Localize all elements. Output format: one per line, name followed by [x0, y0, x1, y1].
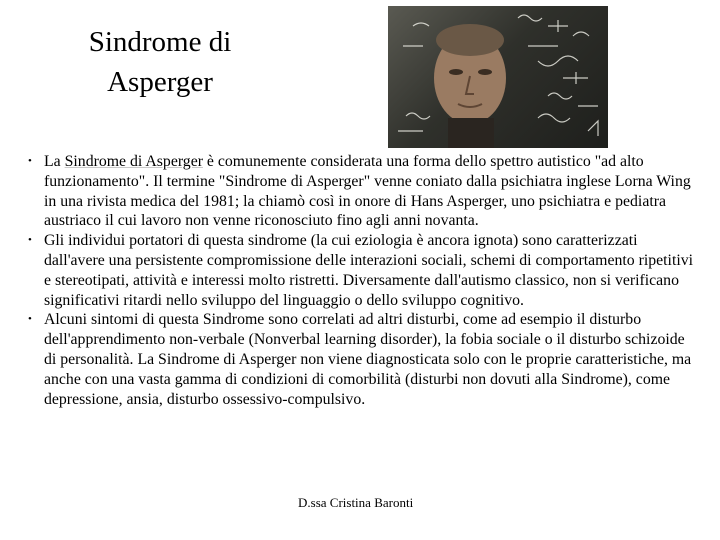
portrait-photo: [388, 6, 608, 148]
bullet-list: [28, 152, 698, 409]
list-item: [28, 231, 698, 310]
bullet-dot: •: [28, 313, 32, 326]
bullet-dot: •: [28, 155, 32, 167]
footer-author: D.ssa Cristina Baronti: [298, 495, 414, 510]
bullet-text: Gli individui portatori di questa sindrome (la cui eziologia è ancora ignota) sono caratterizzati dall'avere una persistente compromissione delle interazioni sociali, schemi di comportamento ripetitivi e stereotipati, attività e interessi molto ristretti. Diversamente dall'autismo classico, non si verificano significativi ritardi nello sviluppo del linguaggio o dello sviluppo cognitivo.: [44, 232, 694, 309]
linked-term: Sindrome di Asperger: [64, 153, 203, 170]
bullet-text: La Sindrome di Asperger è comunemente considerata una forma dello spettro autistico "ad alto funzionamento". Il termine "Sindrome di Asperger" venne coniato dalla psichiatra inglese Lorna Wing in una rivista medica del 1981; la chiamò così in onore di Hans Asperger, uno psichiatra e pediatra austriaco il cui lavoro non venne riconosciuto fino agli anni novanta.: [44, 153, 691, 230]
slide-title: Sindrome di Asperger: [88, 26, 232, 98]
list-item: [28, 152, 698, 231]
list-item: [28, 310, 698, 409]
photo-illustration: [388, 6, 608, 148]
bullet-dot: •: [28, 234, 32, 247]
bullet-text: Alcuni sintomi di questa Sindrome sono correlati ad altri disturbi, come ad esempio il disturbo dell'apprendimento non-verbale (Nonverbal learning disorder), la fobia sociale o il disturbo schizoide di personalità. La Sindrome di Asperger non viene diagnosticata solo con le proprie caratteristiche, ma anche con una vasta gamma di condizioni di comorbilità (disturbi non dovuti alla Sindrome), come depressione, ansia, disturbo ossessivo-compulsivo.: [44, 311, 692, 408]
